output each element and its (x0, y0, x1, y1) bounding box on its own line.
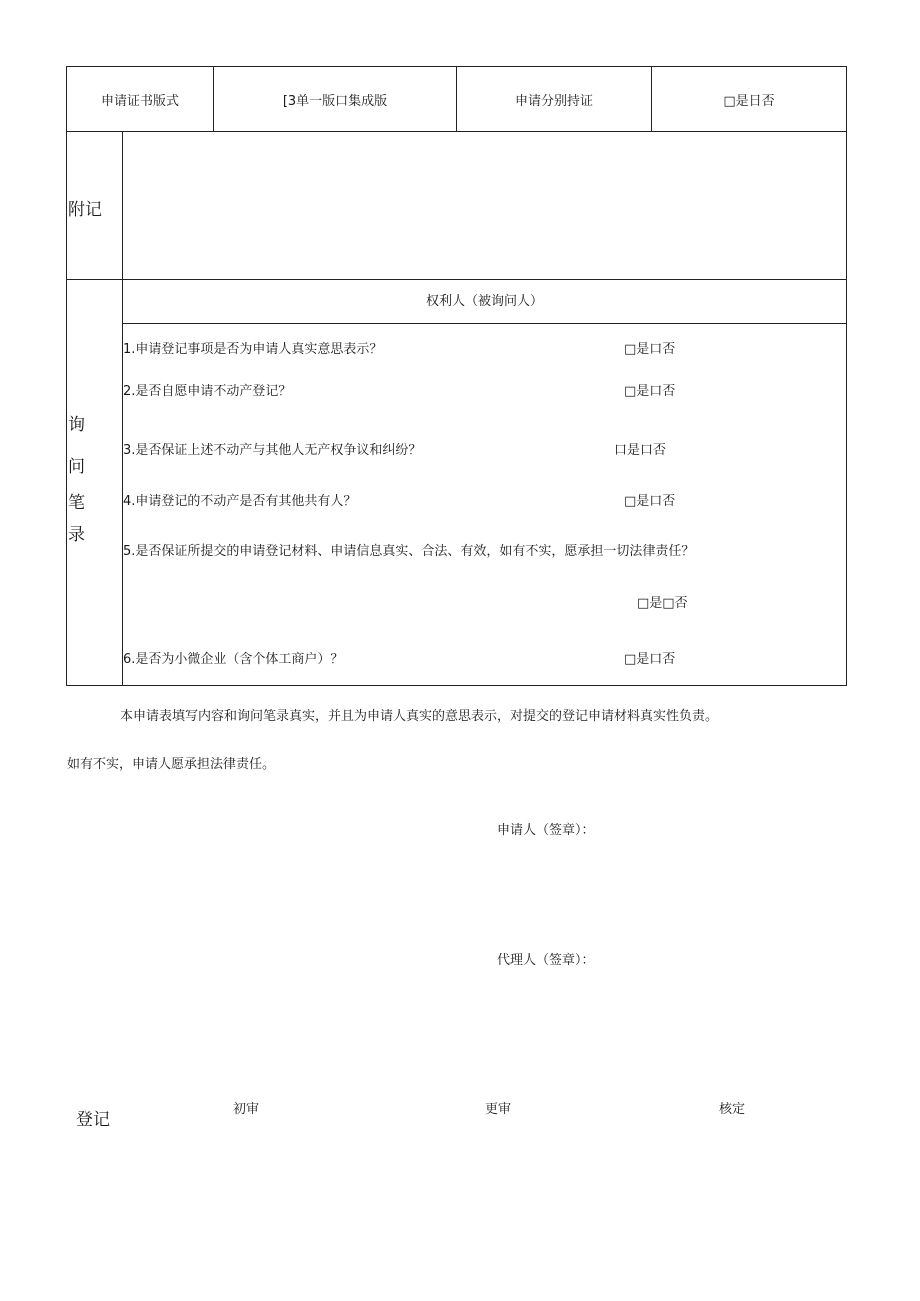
row-divider-2 (66, 279, 847, 280)
interview-label-char-3: 笔 (68, 493, 85, 513)
applicant-signature[interactable]: 申请人（签章）： (497, 823, 595, 838)
answer-4[interactable]: □是口否 (624, 494, 676, 509)
cert-format-label: 申请证书版式 (100, 94, 179, 109)
approval-label: 核定 (719, 1102, 746, 1117)
question-3: 3.是否保证上述不动产与其他人无产权争议和纠纷？ (123, 443, 422, 458)
remarks-label: 附记 (68, 200, 102, 220)
registration-label: 登记 (76, 1110, 110, 1130)
question-5: 5.是否保证所提交的申请登记材料、申请信息真实、合法、有效，如有不实，愿承担一切法律责任？ (123, 544, 695, 559)
interview-label-char-4: 录 (68, 525, 85, 545)
answer-2[interactable]: □是口否 (624, 384, 676, 399)
table-border-right (846, 66, 847, 686)
separate-cert-options[interactable]: □是日否 (723, 94, 775, 109)
first-review-label: 初审 (233, 1102, 260, 1117)
separate-cert-label: 申请分别持证 (514, 94, 593, 109)
declaration-line-2: 如有不实，申请人愿承担法律责任。 (67, 757, 276, 772)
agent-signature[interactable]: 代理人（签章）： (497, 953, 595, 968)
declaration-line-1: 本申请表填写内容和询问笔录真实，并且为申请人真实的意思表示，对提交的登记申请材料真实性负责。 (120, 709, 719, 724)
answer-1[interactable]: □是口否 (624, 342, 676, 357)
table-border-bottom (66, 685, 847, 686)
cert-format-options[interactable]: [3单一版口集成版 (282, 94, 388, 109)
question-2: 2.是否自愿申请不动产登记？ (123, 384, 292, 399)
answer-5[interactable]: □是□否 (637, 596, 688, 611)
answer-3[interactable]: 口是口否 (614, 443, 667, 458)
interview-label-char-2: 问 (68, 457, 85, 477)
label-col-divider (122, 131, 123, 686)
question-4: 4.申请登记的不动产是否有其他共有人？ (123, 494, 357, 509)
remarks-content[interactable] (130, 140, 840, 270)
interview-header: 权利人（被询问人） (425, 294, 543, 309)
question-6: 6.是否为小微企业（含个体工商户）？ (123, 652, 344, 667)
second-review-label: 更审 (485, 1102, 512, 1117)
table-border-left (66, 66, 67, 686)
header-divider (122, 323, 847, 324)
interview-label-char-1: 询 (68, 415, 85, 435)
question-1: 1.申请登记事项是否为申请人真实意思表示？ (123, 342, 383, 357)
answer-6[interactable]: □是口否 (624, 652, 676, 667)
